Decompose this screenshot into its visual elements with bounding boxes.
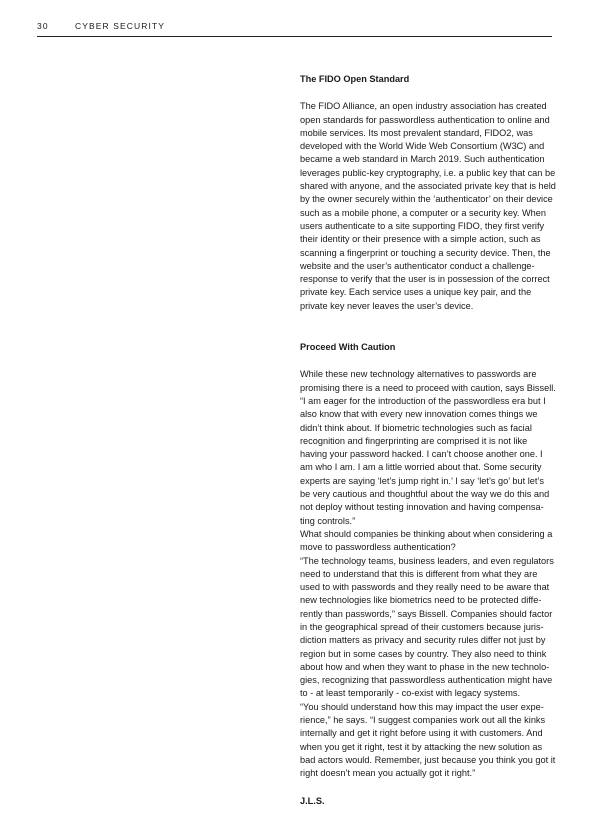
paragraph-caution-4: “You should understand how this may impact the user expe-rience,” he says. “I suggest companies work out all the kinks internally and get it right before using it with customers. And when you get it right, test it by attacking the new solution as bad actors would. Remember, just because you think you got it right doesn’t mean you actually got it right.” bbox=[300, 701, 556, 779]
running-header bbox=[37, 20, 552, 37]
paragraph-fido: The FIDO Alliance, an open industry association has created open standards for passwordless authentication to online and mobile services. Its most prevalent standard, FIDO2, was developed with the World Wide Web Consortium (W3C) and became a web standard in March 2019. Such authentication leverages public-key cryptography, i.e. a public key that can be shared with anyone, and the associated private key that is held by the owner securely within the ‘authenticator’ on their device such as a mobile phone, a computer or a security key. When users authenticate to a site supporting FIDO, they first verify their identity or their presence with a simple action, such as scanning a fingerprint or touching a security device. Then, the website and the user’s authenticator conduct a challenge-response to verify that the user is in possession of the correct private key. Each service uses a unique key pair, and the private key never leaves the user’s device. bbox=[300, 101, 556, 311]
paragraph-caution-2: What should companies be thinking about when considering a move to passwordless authentication? bbox=[300, 528, 553, 553]
article-body bbox=[300, 73, 556, 817]
section-name: CYBER SECURITY bbox=[75, 21, 166, 31]
paragraph-caution-1: While these new technology alternatives to passwords are promising there is a need to proceed with caution, says Bissell. “I am eager for the introduction of the passwordless era but I also know that with every new innovation comes things we didn’t think about. If biometric technologies such as facial recognition and fingerprinting are comprised it is not like having your password hacked. I can’t choose another one. I am who I am. I am a little worried about that. Some security experts are saying ‘let’s jump right in.’ I say ‘let’s go’ but let’s be very cautious and thoughtful about the way we do this and not deploy without testing innovation and having compensa-ting controls.” bbox=[300, 369, 556, 526]
paragraph-caution-3: “The technology teams, business leaders, and even regulators need to understand that this is different from what they are used to with passwords and they really need to be aware that new technologies like biometrics need to be protected diffe-rently than passwords,” says Bissell. Companies should factor in the geographical spread of their customers because juris-diction matters as privacy and security rules differ not just by region but in some cases by country. They also need to think about how and when they want to phase in the new technolo-gies, recognizing that passwordless authentication might have to - at least temporarily - co-exist with legacy systems. bbox=[300, 555, 554, 699]
page-number: 30 bbox=[37, 21, 49, 31]
section-heading-fido: The FIDO Open Standard bbox=[300, 74, 410, 84]
author-signature: J.L.S. bbox=[300, 795, 325, 806]
section-heading-caution: Proceed With Caution bbox=[300, 342, 396, 353]
section-divider-space bbox=[300, 313, 556, 341]
